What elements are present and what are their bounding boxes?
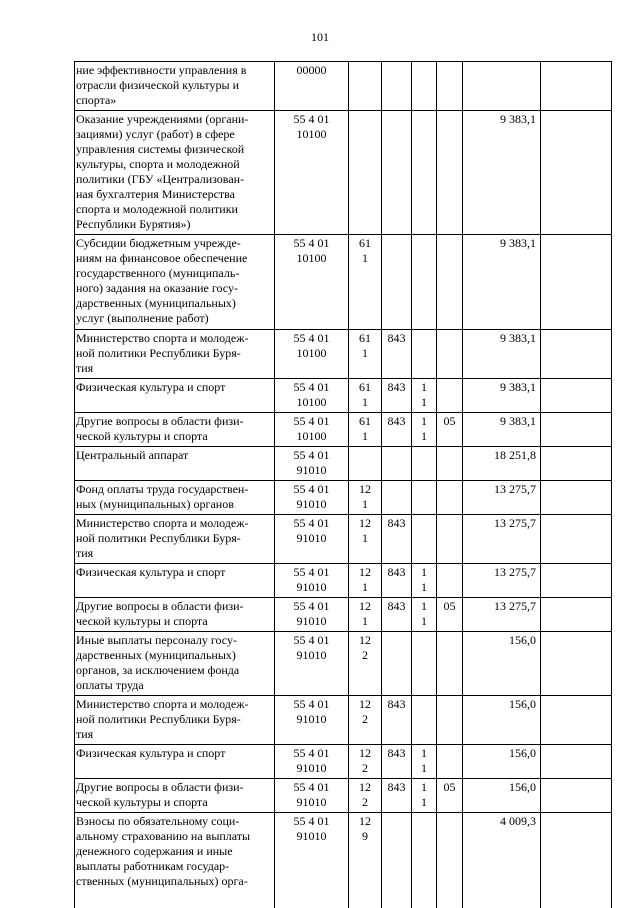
cell-line: 55 4 01	[293, 448, 330, 462]
cell-line: 1	[421, 614, 427, 628]
cell-line: 2	[362, 648, 368, 662]
cell-line: 1	[421, 599, 427, 613]
cell-line: 55 4 01	[293, 746, 330, 760]
row-amount-cell: 9 383,1	[463, 111, 541, 235]
cell-line: 55 4 01	[293, 236, 330, 250]
table-row	[75, 515, 612, 564]
row-col3-cell	[412, 564, 437, 598]
cell-line: ниям на финансовое обеспечение	[76, 251, 248, 265]
cell-line: тия	[76, 361, 94, 375]
cell-line: 61	[359, 331, 371, 345]
cell-line: выплаты работникам государ-	[76, 859, 230, 873]
row-col2-cell: 843	[382, 598, 412, 632]
cell-line: альному страхованию на выплаты	[76, 829, 251, 843]
cell-line: ческой культуры и спорта	[76, 795, 208, 809]
row-col1-cell	[349, 379, 382, 413]
row-col2-cell	[382, 813, 412, 908]
budget-table	[74, 61, 612, 908]
cell-line: зациями) услуг (работ) в сфере	[76, 127, 235, 141]
row-code-cell	[275, 564, 349, 598]
cell-line: Министерство спорта и молодеж-	[76, 697, 249, 711]
row-code-cell	[275, 696, 349, 745]
cell-line: 12	[359, 565, 371, 579]
row-col6-cell	[541, 696, 612, 745]
row-code-cell	[275, 515, 349, 564]
row-name-cell	[75, 481, 275, 515]
table-row	[75, 413, 612, 447]
cell-line: Центральный аппарат	[76, 448, 189, 462]
row-col6-cell	[541, 813, 612, 908]
row-name-cell	[75, 515, 275, 564]
cell-line: 2	[362, 795, 368, 809]
row-amount-cell: 156,0	[463, 779, 541, 813]
row-code-cell	[275, 779, 349, 813]
cell-line: Взносы по обязательному соци-	[76, 814, 240, 828]
row-amount-cell: 13 275,7	[463, 515, 541, 564]
row-col4-cell: 05	[437, 413, 463, 447]
row-col6-cell	[541, 413, 612, 447]
cell-line: 91010	[296, 761, 327, 775]
row-col6-cell	[541, 515, 612, 564]
row-amount-cell: 9 383,1	[463, 235, 541, 330]
cell-line: 91010	[296, 531, 327, 545]
cell-line: ной политики Республики Буря-	[76, 531, 241, 545]
row-col1-cell	[349, 696, 382, 745]
row-col3-cell	[412, 111, 437, 235]
row-col6-cell	[541, 62, 612, 111]
row-code-cell	[275, 481, 349, 515]
cell-line: 10100	[296, 395, 327, 409]
cell-line: культуры, спорта и молодежной	[76, 157, 240, 171]
cell-line: 1	[421, 429, 427, 443]
cell-line: 55 4 01	[293, 599, 330, 613]
cell-line: политики (ГБУ «Централизован-	[76, 172, 245, 186]
cell-line: тия	[76, 727, 94, 741]
cell-line: 12	[359, 482, 371, 496]
cell-line: денежного содержания и иные	[76, 844, 233, 858]
table-row	[75, 481, 612, 515]
cell-line: Иные выплаты персоналу госу-	[76, 633, 237, 647]
cell-line: 55 4 01	[293, 697, 330, 711]
cell-line: 10100	[296, 127, 327, 141]
cell-line: дарственных (муниципальных)	[76, 296, 236, 310]
cell-line: 1	[421, 780, 427, 794]
cell-line: 91010	[296, 580, 327, 594]
cell-line: 2	[362, 712, 368, 726]
cell-line: 55 4 01	[293, 331, 330, 345]
cell-line: 1	[421, 380, 427, 394]
row-amount-cell: 4 009,3	[463, 813, 541, 908]
row-col6-cell	[541, 111, 612, 235]
cell-line: 91010	[296, 795, 327, 809]
row-col4-cell	[437, 235, 463, 330]
table-row	[75, 598, 612, 632]
row-amount-cell	[463, 62, 541, 111]
row-col3-cell	[412, 696, 437, 745]
row-col1-cell	[349, 330, 382, 379]
row-col1-cell	[349, 632, 382, 696]
row-amount-cell: 9 383,1	[463, 413, 541, 447]
cell-line: 12	[359, 697, 371, 711]
cell-line: 61	[359, 380, 371, 394]
cell-line: 55 4 01	[293, 482, 330, 496]
row-col4-cell	[437, 330, 463, 379]
row-code-cell	[275, 413, 349, 447]
cell-line: 1	[362, 395, 368, 409]
row-col4-cell	[437, 111, 463, 235]
row-col1-cell	[349, 235, 382, 330]
row-col2-cell: 843	[382, 745, 412, 779]
cell-line: Другие вопросы в области физи-	[76, 414, 244, 428]
row-col2-cell	[382, 62, 412, 111]
row-col1-cell	[349, 564, 382, 598]
budget-table-body	[75, 62, 612, 908]
cell-line: 1	[421, 395, 427, 409]
cell-line: государственного (муниципаль-	[76, 266, 240, 280]
row-amount-cell: 156,0	[463, 632, 541, 696]
row-col1-cell	[349, 111, 382, 235]
cell-line: оплаты труда	[76, 678, 144, 692]
cell-line: 91010	[296, 463, 327, 477]
cell-line: 1	[421, 565, 427, 579]
cell-line: 55 4 01	[293, 814, 330, 828]
row-name-cell	[75, 696, 275, 745]
row-col3-cell	[412, 330, 437, 379]
cell-line: 91010	[296, 712, 327, 726]
cell-line: 1	[362, 580, 368, 594]
cell-line: 1	[362, 251, 368, 265]
cell-line: ной политики Республики Буря-	[76, 712, 241, 726]
cell-line: 12	[359, 633, 371, 647]
table-row	[75, 745, 612, 779]
row-col4-cell	[437, 813, 463, 908]
row-col4-cell	[437, 447, 463, 481]
cell-line: Физическая культура и спорт	[76, 380, 226, 394]
row-code-cell	[275, 598, 349, 632]
cell-line: спорта и молодежной политики	[76, 202, 238, 216]
row-code-cell	[275, 632, 349, 696]
table-row	[75, 235, 612, 330]
row-col3-cell	[412, 481, 437, 515]
row-code-cell	[275, 379, 349, 413]
row-col2-cell: 843	[382, 515, 412, 564]
page-number: 101	[311, 30, 329, 44]
cell-line: ной политики Республики Буря-	[76, 346, 241, 360]
row-code-cell	[275, 745, 349, 779]
cell-line: управления системы физической	[76, 142, 245, 156]
cell-line: Физическая культура и спорт	[76, 565, 226, 579]
cell-line: 91010	[296, 648, 327, 662]
row-col2-cell	[382, 447, 412, 481]
table-row	[75, 330, 612, 379]
cell-line: Другие вопросы в области физи-	[76, 780, 244, 794]
table-row	[75, 696, 612, 745]
row-col4-cell	[437, 632, 463, 696]
row-col6-cell	[541, 481, 612, 515]
row-col4-cell: 05	[437, 779, 463, 813]
table-row	[75, 111, 612, 235]
cell-line: 1	[362, 614, 368, 628]
row-name-cell	[75, 111, 275, 235]
cell-line: 55 4 01	[293, 380, 330, 394]
row-col4-cell	[437, 745, 463, 779]
cell-line: 1	[421, 795, 427, 809]
cell-line: органов, за исключением фонда	[76, 663, 240, 677]
row-col4-cell	[437, 379, 463, 413]
cell-line: 1	[421, 746, 427, 760]
cell-line: 12	[359, 599, 371, 613]
cell-line: 12	[359, 780, 371, 794]
cell-line: 61	[359, 414, 371, 428]
row-col3-cell	[412, 235, 437, 330]
cell-line: 10100	[296, 429, 327, 443]
row-col2-cell	[382, 481, 412, 515]
cell-line: Оказание учреждениями (органи-	[76, 112, 249, 126]
cell-line: 12	[359, 516, 371, 530]
table-row	[75, 779, 612, 813]
row-col4-cell	[437, 62, 463, 111]
row-code-cell	[275, 235, 349, 330]
cell-line: 1	[421, 414, 427, 428]
cell-line: 1	[362, 531, 368, 545]
row-col2-cell: 843	[382, 330, 412, 379]
cell-line: 2	[362, 761, 368, 775]
row-col2-cell: 843	[382, 379, 412, 413]
row-col2-cell	[382, 111, 412, 235]
cell-line: 91010	[296, 497, 327, 511]
row-col2-cell: 843	[382, 696, 412, 745]
row-col3-cell	[412, 745, 437, 779]
table-row	[75, 564, 612, 598]
cell-line: 55 4 01	[293, 112, 330, 126]
cell-line: ного) задания на оказание госу-	[76, 281, 238, 295]
cell-line: ние эффективности управления в	[76, 63, 247, 77]
table-row	[75, 632, 612, 696]
row-col6-cell	[541, 330, 612, 379]
row-col1-cell	[349, 62, 382, 111]
row-col6-cell	[541, 598, 612, 632]
row-col3-cell	[412, 813, 437, 908]
cell-line: ческой культуры и спорта	[76, 614, 208, 628]
cell-line: 9	[362, 829, 368, 843]
row-col1-cell	[349, 745, 382, 779]
row-col6-cell	[541, 632, 612, 696]
row-code-cell	[275, 447, 349, 481]
row-amount-cell: 9 383,1	[463, 330, 541, 379]
cell-line: 55 4 01	[293, 414, 330, 428]
row-name-cell	[75, 447, 275, 481]
cell-line: тия	[76, 546, 94, 560]
cell-line: ная бухгалтерия Министерства	[76, 187, 236, 201]
row-col2-cell	[382, 632, 412, 696]
row-code-cell	[275, 813, 349, 908]
row-col6-cell	[541, 779, 612, 813]
cell-line: 1	[421, 761, 427, 775]
row-col4-cell	[437, 515, 463, 564]
cell-line: 12	[359, 814, 371, 828]
row-code-cell	[275, 111, 349, 235]
row-amount-cell: 9 383,1	[463, 379, 541, 413]
row-col3-cell	[412, 632, 437, 696]
row-col6-cell	[541, 235, 612, 330]
cell-line: Фонд оплаты труда государствен-	[76, 482, 249, 496]
table-row	[75, 379, 612, 413]
row-col3-cell	[412, 447, 437, 481]
cell-line: отрасли физической культуры и	[76, 78, 239, 92]
row-col4-cell	[437, 564, 463, 598]
row-name-cell	[75, 564, 275, 598]
row-name-cell	[75, 62, 275, 111]
row-col6-cell	[541, 379, 612, 413]
row-col1-cell	[349, 598, 382, 632]
row-col1-cell	[349, 813, 382, 908]
cell-line: 00000	[296, 63, 327, 77]
cell-line: спорта»	[76, 93, 117, 107]
cell-line: Министерство спорта и молодеж-	[76, 331, 249, 345]
table-row	[75, 813, 612, 908]
row-col4-cell: 05	[437, 598, 463, 632]
row-col3-cell	[412, 379, 437, 413]
row-name-cell	[75, 813, 275, 908]
row-col3-cell	[412, 598, 437, 632]
cell-line: 55 4 01	[293, 565, 330, 579]
row-name-cell	[75, 379, 275, 413]
cell-line: 1	[362, 346, 368, 360]
row-amount-cell: 156,0	[463, 696, 541, 745]
row-name-cell	[75, 745, 275, 779]
row-col1-cell	[349, 515, 382, 564]
cell-line: 91010	[296, 614, 327, 628]
row-name-cell	[75, 598, 275, 632]
cell-line: 91010	[296, 829, 327, 843]
row-name-cell	[75, 632, 275, 696]
row-name-cell	[75, 779, 275, 813]
row-name-cell	[75, 235, 275, 330]
cell-line: дарственных (муниципальных)	[76, 648, 236, 662]
row-col2-cell: 843	[382, 564, 412, 598]
row-amount-cell: 13 275,7	[463, 481, 541, 515]
row-amount-cell: 18 251,8	[463, 447, 541, 481]
row-amount-cell: 13 275,7	[463, 598, 541, 632]
row-code-cell	[275, 330, 349, 379]
cell-line: 55 4 01	[293, 780, 330, 794]
cell-line: 55 4 01	[293, 516, 330, 530]
row-col1-cell	[349, 447, 382, 481]
row-amount-cell: 13 275,7	[463, 564, 541, 598]
row-col6-cell	[541, 447, 612, 481]
cell-line: ных (муниципальных) органов	[76, 497, 234, 511]
row-col3-cell	[412, 413, 437, 447]
row-col3-cell	[412, 779, 437, 813]
cell-line: ческой культуры и спорта	[76, 429, 208, 443]
row-col4-cell	[437, 481, 463, 515]
row-col1-cell	[349, 413, 382, 447]
row-col4-cell	[437, 696, 463, 745]
cell-line: услуг (выполнение работ)	[76, 311, 209, 325]
cell-line: ственных (муниципальных) орга-	[76, 874, 248, 888]
row-code-cell	[275, 62, 349, 111]
cell-line: Министерство спорта и молодеж-	[76, 516, 249, 530]
row-col1-cell	[349, 481, 382, 515]
row-name-cell	[75, 413, 275, 447]
cell-line: 61	[359, 236, 371, 250]
row-col3-cell	[412, 62, 437, 111]
cell-line: Республики Бурятия»)	[76, 217, 191, 231]
cell-line: 12	[359, 746, 371, 760]
cell-line: 55 4 01	[293, 633, 330, 647]
row-col2-cell: 843	[382, 779, 412, 813]
row-col3-cell	[412, 515, 437, 564]
cell-line: 1	[421, 580, 427, 594]
cell-line: Субсидии бюджетным учрежде-	[76, 236, 241, 250]
cell-line: 1	[362, 497, 368, 511]
cell-line: 1	[362, 429, 368, 443]
row-col6-cell	[541, 745, 612, 779]
row-col6-cell	[541, 564, 612, 598]
table-row	[75, 62, 612, 111]
table-row	[75, 447, 612, 481]
cell-line: Другие вопросы в области физи-	[76, 599, 244, 613]
row-col2-cell: 843	[382, 413, 412, 447]
cell-line: 10100	[296, 346, 327, 360]
row-col1-cell	[349, 779, 382, 813]
cell-line: 10100	[296, 251, 327, 265]
row-amount-cell: 156,0	[463, 745, 541, 779]
row-name-cell	[75, 330, 275, 379]
row-col2-cell	[382, 235, 412, 330]
cell-line: Физическая культура и спорт	[76, 746, 226, 760]
